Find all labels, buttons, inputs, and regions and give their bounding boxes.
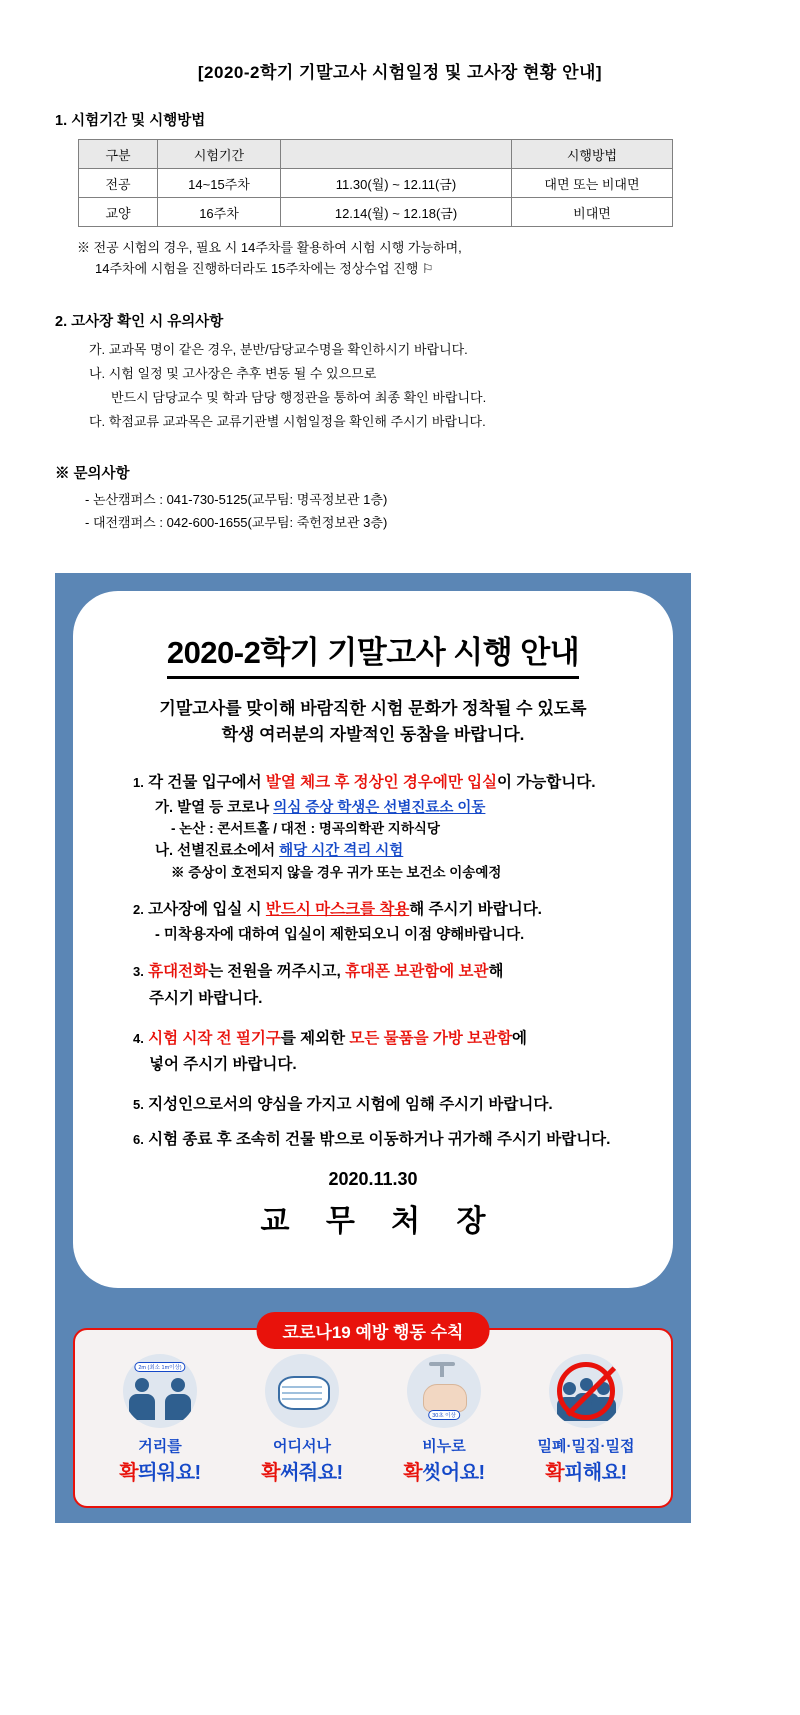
poster-item-1-text: 각 건물 입구에서 발열 체크 후 정상인 경우에만 입실이 가능합니다. (148, 773, 596, 791)
mask-caption-highlight: 확 (261, 1462, 281, 1484)
th-period-a: 시험기간 (158, 140, 281, 169)
handwash-caption-2 (379, 1456, 509, 1485)
handwash-icon-label: 30초 이상 (428, 1410, 460, 1420)
no-crowd-caption-1: 밀폐·밀집·밀접 (537, 1438, 635, 1455)
mask-caption-1: 어디서나 (273, 1438, 331, 1455)
list-item: - 논산캠퍼스 : 041-730-5125(교무팀: 명곡정보관 1층) (85, 492, 388, 508)
poster-item-1 (133, 771, 629, 794)
poster (55, 573, 691, 1523)
no-crowd-caption-highlight: 확 (545, 1462, 565, 1484)
th-method: 시행방법 (512, 140, 673, 169)
prohibition-sign (557, 1362, 615, 1420)
note-line-2: 14주차에 시험을 진행하더라도 15주차에는 정상수업 진행 ⚐ (95, 261, 434, 277)
poster-item-6-text: 시험 종료 후 조속히 건물 밖으로 이동하거나 귀가해 주시기 바랍니다. (148, 1130, 611, 1148)
poster-item-3-number: 3. (133, 964, 144, 980)
handwash-caption-1: 비누로 (422, 1438, 466, 1455)
poster-item-4-cont: 넣어 주시기 바랍니다. (149, 1056, 297, 1074)
poster-item-6-number: 6. (133, 1131, 144, 1147)
cell-period: 12.14(월) ~ 12.18(금) (281, 198, 512, 227)
poster-item-4-number: 4. (133, 1030, 144, 1046)
mask-line-1 (282, 1386, 322, 1388)
cell-method: 대면 또는 비대면 (512, 169, 673, 198)
poster-item-3-text: 휴대전화는 전원을 꺼주시고, 휴대폰 보관함에 보관해 (148, 963, 504, 981)
prevention-badge: 코로나19 예방 행동 수칙 (257, 1312, 490, 1349)
handwash-icon (407, 1354, 481, 1428)
list-item: 다. 학점교류 교과목은 교류기관별 시험일정을 확인해 주시기 바랍니다. (89, 414, 486, 430)
list-item: - 대전캠퍼스 : 042-600-1655(교무팀: 죽헌정보관 3층) (85, 515, 388, 531)
person-head-left (135, 1378, 149, 1392)
poster-item-2-sub: - 미착용자에 대하여 입실이 제한되오니 이점 양해바랍니다. (155, 926, 525, 943)
poster-item-2-number: 2. (133, 901, 144, 917)
poster-item-5-text: 지성인으로서의 양심을 가지고 시험에 임해 주시기 바랍니다. (148, 1096, 553, 1114)
cell-period: 11.30(월) ~ 12.11(금) (281, 169, 512, 198)
person-head-right (171, 1378, 185, 1392)
cell-weeks: 16주차 (158, 198, 281, 227)
distance-caption-highlight: 확 (119, 1462, 139, 1484)
list-item-sub: 반드시 담당교수 및 학과 담당 행정관을 통하여 최종 확인 바랍니다. (111, 389, 487, 405)
table-row (79, 198, 673, 227)
poster-subtitle-line-1: 기말고사를 맞이해 바람직한 시험 문화가 정착될 수 있도록 (159, 699, 587, 718)
prevention-item-mask (237, 1354, 367, 1485)
poster-item-3-cont: 주시기 바랍니다. (149, 989, 263, 1007)
prevention-icons (73, 1354, 673, 1485)
poster-item-1-sub-a: 가. 발열 등 코로나 의심 증상 학생은 선별진료소 이동 (155, 799, 486, 816)
inquiry-heading: ※ 문의사항 (55, 466, 130, 483)
section2-heading: 2. 고사장 확인 시 유의사항 (55, 313, 224, 330)
distance-icon-label: 2m (최소 1m이상) (134, 1362, 185, 1372)
prevention-band (73, 1312, 673, 1508)
schedule-table (78, 139, 673, 227)
prevention-item-distance (95, 1354, 225, 1485)
poster-item-5 (133, 1093, 629, 1116)
poster-item-2 (133, 898, 629, 921)
distance-caption-1: 거리를 (138, 1438, 182, 1455)
section1-note (77, 237, 745, 280)
poster-item-6 (133, 1128, 629, 1151)
poster-item-3 (133, 960, 629, 983)
no-crowd-caption-2 (521, 1456, 651, 1485)
cell-weeks: 14~15주차 (158, 169, 281, 198)
mask-icon (265, 1354, 339, 1428)
section-exam-period (55, 109, 745, 280)
cell-gubun: 교양 (79, 198, 158, 227)
table-header-row (79, 140, 673, 169)
no-crowd-caption-rest: 피해요! (564, 1462, 627, 1484)
list-item: 나. 시험 일정 및 고사장은 추후 변동 될 수 있으므로 (89, 365, 377, 381)
section-venue-notes (55, 310, 745, 434)
poster-item-5-number: 5. (133, 1097, 144, 1113)
poster-item-1-sub-b-detail: ※ 증상이 호전되지 않을 경우 귀가 또는 보건소 이송예정 (171, 864, 502, 880)
poster-subtitle-line-2: 학생 여러분의 자발적인 동참을 바랍니다. (221, 725, 525, 745)
cell-method: 비대면 (512, 198, 673, 227)
note-line-1: ※ 전공 시험의 경우, 필요 시 14주차를 활용하여 시험 시행 가능하며, (77, 240, 462, 255)
faucet-spout (440, 1365, 444, 1377)
poster-item-1-sub-b: 나. 선별진료소에서 해당 시간 격리 시험 (155, 843, 404, 860)
mask-caption-rest: 써줘요! (280, 1462, 343, 1484)
section-inquiry (55, 462, 745, 535)
distance-icon (123, 1354, 197, 1428)
hands-shape (423, 1384, 467, 1412)
poster-item-4-text: 시험 시작 전 필기구를 제외한 모든 물품을 가방 보관함에 (148, 1029, 528, 1047)
handwash-caption-rest: 씻어요! (422, 1462, 485, 1484)
distance-caption-2 (95, 1456, 225, 1485)
cell-gubun: 전공 (79, 169, 158, 198)
poster-items (107, 771, 639, 1151)
prevention-item-handwash (379, 1354, 509, 1485)
mask-caption-2 (237, 1456, 367, 1485)
mask-line-2 (282, 1392, 322, 1394)
inquiry-list (85, 488, 745, 535)
poster-title: 2020-2학기 기말고사 시행 안내 (167, 627, 579, 679)
poster-subtitle (107, 696, 639, 749)
distance-caption-rest: 띄워요! (138, 1462, 201, 1484)
prevention-item-no-crowd (521, 1354, 651, 1485)
section1-heading: 1. 시험기간 및 시행방법 (55, 113, 206, 129)
section2-list (89, 338, 745, 434)
poster-item-2-text: 고사장에 입실 시 반드시 마스크를 착용해 주시기 바랍니다. (148, 900, 542, 918)
poster-signer: 교 무 처 장 (260, 1204, 500, 1238)
no-crowd-icon (549, 1354, 623, 1428)
th-period-b (281, 140, 512, 169)
poster-item-4 (133, 1027, 629, 1050)
poster-date: 2020.11.30 (328, 1168, 418, 1189)
poster-item-1-sub-a-detail: - 논산 : 콘서트홀 / 대전 : 명곡의학관 지하식당 (171, 821, 440, 837)
table-row (79, 169, 673, 198)
mask-line-3 (282, 1398, 322, 1400)
person-body-right (165, 1394, 191, 1420)
handwash-caption-highlight: 확 (403, 1462, 423, 1484)
th-gubun: 구분 (79, 140, 158, 169)
poster-card (73, 591, 673, 1288)
poster-item-1-number: 1. (133, 774, 144, 790)
person-body-left (129, 1394, 155, 1420)
page-title: [2020-2학기 기말고사 시험일정 및 고사장 현황 안내] (197, 63, 603, 82)
list-item: 가. 교과목 명이 같은 경우, 분반/담당교수명을 확인하시기 바랍니다. (89, 341, 468, 357)
